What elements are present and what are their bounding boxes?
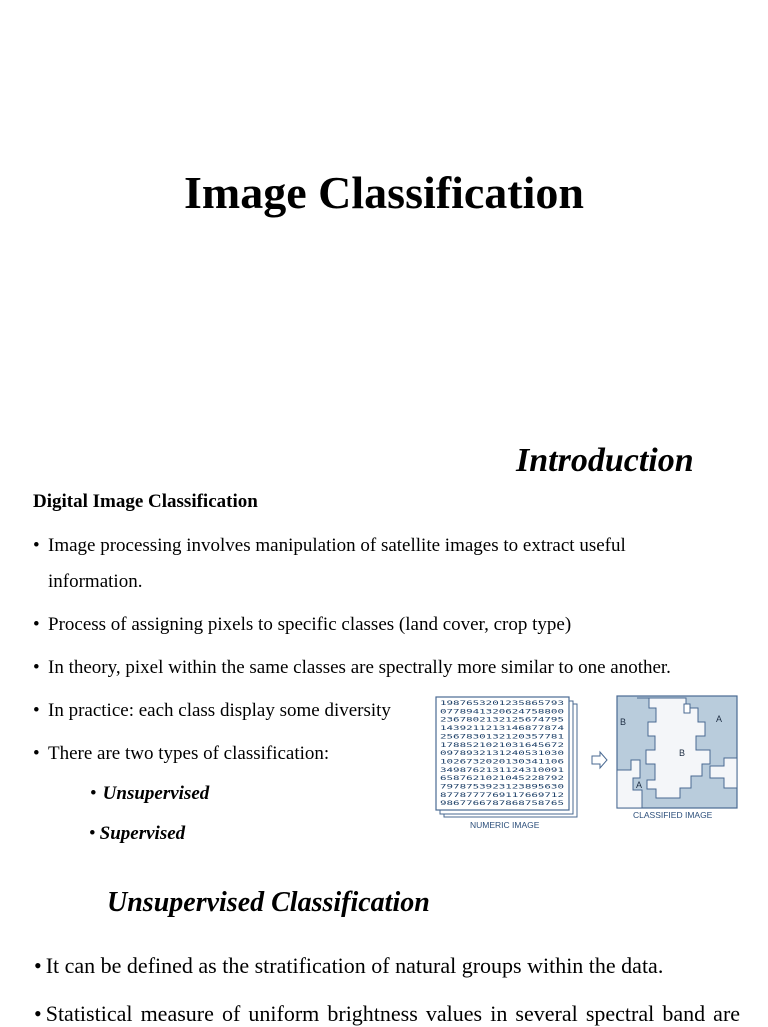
bullet-text: In practice: each class display some diversity [48, 700, 391, 721]
bullet-dot: • [33, 614, 40, 635]
bullet-item [33, 528, 626, 600]
bullet-dot: • [34, 953, 42, 978]
arrow-right-icon [592, 752, 607, 768]
bullet-text-continuation: information. [48, 571, 143, 592]
bullet-text: There are two types of classification: [48, 743, 330, 764]
class-label: B [679, 748, 686, 758]
bullet-text: Image processing involves manipulation of satellite images to extract useful [48, 535, 626, 556]
unsupervised-bullet [34, 953, 663, 979]
numeric-row: 7978753923123895630 [440, 782, 565, 791]
sub-bullet-supervised [89, 823, 185, 845]
classified-image-caption: CLASSIFIED IMAGE [633, 810, 713, 820]
numeric-row: 2567830132120357781 [440, 732, 565, 741]
classified-image [617, 696, 737, 808]
bullet-text: In theory, pixel within the same classes are spectrally more similar to one another. [48, 657, 671, 678]
numeric-row: 6587621021045228792 [440, 774, 565, 783]
section-heading-introduction: Introduction [516, 442, 694, 479]
numeric-row: 1026732020130341106 [440, 757, 565, 766]
bullet-item [33, 736, 329, 772]
bullet-item [33, 607, 571, 643]
numeric-image-caption: NUMERIC IMAGE [470, 820, 540, 830]
sub-bullet-unsupervised [90, 783, 209, 805]
classification-figure [434, 692, 740, 832]
bullet-dot: • [33, 657, 40, 678]
page-title: Image Classification [184, 167, 584, 218]
section-heading-unsupervised: Unsupervised Classification [107, 887, 430, 918]
bullet-dot: • [33, 535, 40, 556]
bullet-item [33, 650, 671, 686]
numeric-row: 2367802132125674795 [440, 715, 565, 724]
bullet-text: Process of assigning pixels to specific classes (land cover, crop type) [48, 614, 572, 635]
numeric-row: 1987653201235865793 [440, 699, 565, 707]
numeric-row: 3498762131124310091 [440, 765, 565, 774]
numeric-grid [440, 699, 564, 807]
subheading: Digital Image Classification [33, 491, 258, 512]
bullet-item [33, 693, 391, 729]
numeric-row: 0778941320624758800 [440, 707, 565, 716]
class-patch-small [684, 704, 690, 713]
numeric-row: 1788521021031645672 [440, 740, 565, 749]
numeric-row: 9867766787868758765 [440, 799, 565, 808]
class-label: B [620, 717, 627, 727]
class-label: A [716, 714, 723, 724]
classification-diagram [434, 692, 740, 832]
bullet-dot: • [89, 823, 96, 844]
unsupervised-bullet [34, 1001, 746, 1027]
sub-bullet-text: Unsupervised [102, 783, 210, 804]
bullet-text: It can be defined as the stratification of natural groups within the data. [45, 953, 664, 978]
bullet-dot: • [34, 1001, 42, 1026]
class-label: A [636, 780, 643, 790]
bullet-dot: • [90, 783, 97, 804]
numeric-row: 8778777769117669712 [440, 790, 565, 799]
sub-bullet-text: Supervised [99, 823, 186, 844]
bullet-text: Statistical measure of uniform brightness values in several spectral band are [45, 1001, 741, 1026]
numeric-row: 1439211213146877874 [440, 724, 565, 733]
bullet-dot: • [33, 743, 40, 764]
bullet-dot: • [33, 700, 40, 721]
numeric-row: 0978932131240531030 [440, 749, 565, 758]
